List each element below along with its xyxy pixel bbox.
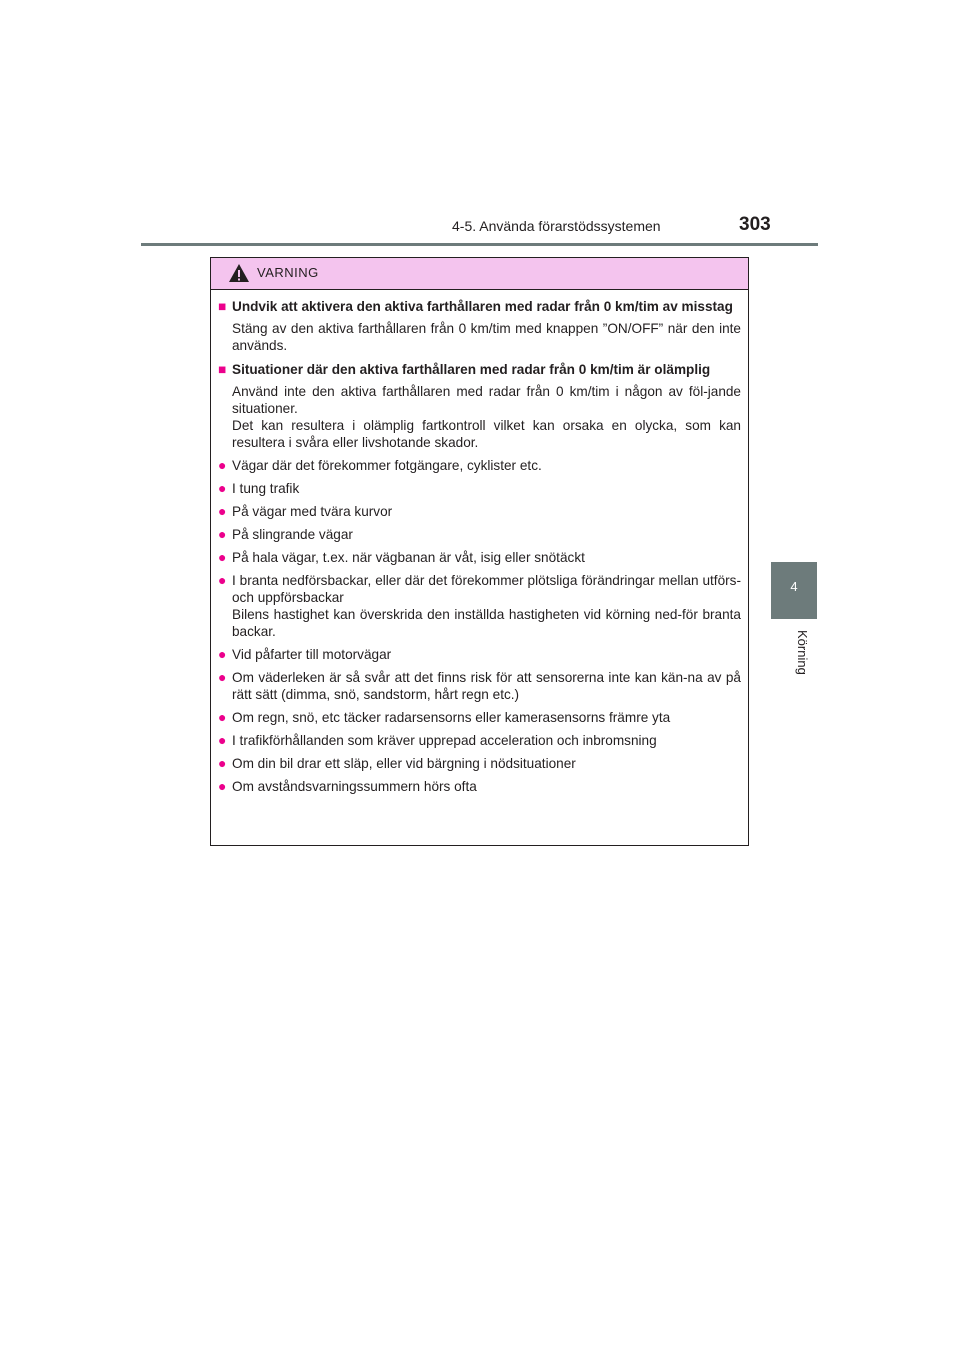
list-item: ● Vägar där det förekommer fotgängare, cyklister etc. xyxy=(218,457,542,473)
section-heading: Situationer där den aktiva farthållaren med radar från 0 km/tim är olämplig xyxy=(232,362,711,377)
circle-bullet-icon: ● xyxy=(218,755,227,771)
list-item: ● Om väderleken är så svår att det finns risk för att sensorerna inte kan kän-na av på rätt sätt (dimma, snö, sandstorm, hårt regn etc.) xyxy=(218,669,741,702)
circle-bullet-icon: ● xyxy=(218,457,227,473)
circle-bullet-icon: ● xyxy=(218,572,227,588)
list-item xyxy=(218,572,741,640)
section-paragraph: Det kan resultera i olämplig fartkontroll vilket kan orsaka en olycka, som kan resultera i svåra eller livshotande skador. xyxy=(232,418,741,450)
circle-bullet-icon: ● xyxy=(218,669,227,685)
section-heading: Undvik att aktivera den aktiva farthållaren med radar från 0 km/tim av misstag xyxy=(232,299,733,314)
list-item-note: Bilens hastighet kan överskrida den inställda hastigheten vid körning ned-för branta backar. xyxy=(232,607,741,639)
list-item: ● På hala vägar, t.ex. när vägbanan är våt, isig eller snötäckt xyxy=(218,549,585,565)
chapter-number: 4 xyxy=(790,579,798,594)
chapter-tab xyxy=(771,562,817,619)
circle-bullet-icon: ● xyxy=(218,709,227,725)
circle-bullet-icon: ● xyxy=(218,646,227,662)
section-paragraph: Använd inte den aktiva farthållaren med radar från 0 km/tim i någon av föl-jande situationer. xyxy=(232,384,741,416)
list-item-text: I branta nedförsbackar, eller där det förekommer plötsliga förändringar mellan utförs- och uppförsbackar xyxy=(232,573,741,605)
warning-triangle-icon xyxy=(228,263,250,283)
warning-title: VARNING xyxy=(257,265,319,280)
warning-section xyxy=(218,361,741,795)
section-paragraph: Stäng av den aktiva farthållaren från 0 km/tim med knappen ”ON/OFF” när den inte används. xyxy=(232,321,741,353)
list-item: ● I tung trafik xyxy=(218,480,300,496)
list-item: ● Om avståndsvarningssummern hörs ofta xyxy=(218,778,477,794)
list-item: ● På vägar med tvära kurvor xyxy=(218,503,393,519)
warning-box xyxy=(210,257,749,846)
list-item: ● Om din bil drar ett släp, eller vid bärgning i nödsituationer xyxy=(218,755,576,771)
warning-header xyxy=(211,258,748,290)
square-bullet-icon: ■ xyxy=(218,362,227,377)
warning-section xyxy=(218,298,741,354)
square-bullet-icon: ■ xyxy=(218,299,227,314)
circle-bullet-icon: ● xyxy=(218,732,227,748)
circle-bullet-icon: ● xyxy=(218,480,227,496)
header-divider xyxy=(141,243,818,246)
list-item: ● Vid påfarter till motorvägar xyxy=(218,646,392,662)
list-item: ● I trafikförhållanden som kräver upprepad acceleration och inbromsning xyxy=(218,732,657,748)
list-item: ● På slingrande vägar xyxy=(218,526,353,542)
page-number: 303 xyxy=(739,214,771,235)
section-title: 4-5. Använda förarstödssystemen xyxy=(452,218,661,234)
chapter-label: Körning xyxy=(795,630,810,675)
list-item: ● Om regn, snö, etc täcker radarsensorns eller kamerasensorns främre yta xyxy=(218,709,671,725)
circle-bullet-icon: ● xyxy=(218,526,227,542)
circle-bullet-icon: ● xyxy=(218,549,227,565)
circle-bullet-icon: ● xyxy=(218,778,227,794)
circle-bullet-icon: ● xyxy=(218,503,227,519)
warning-body xyxy=(211,290,748,795)
